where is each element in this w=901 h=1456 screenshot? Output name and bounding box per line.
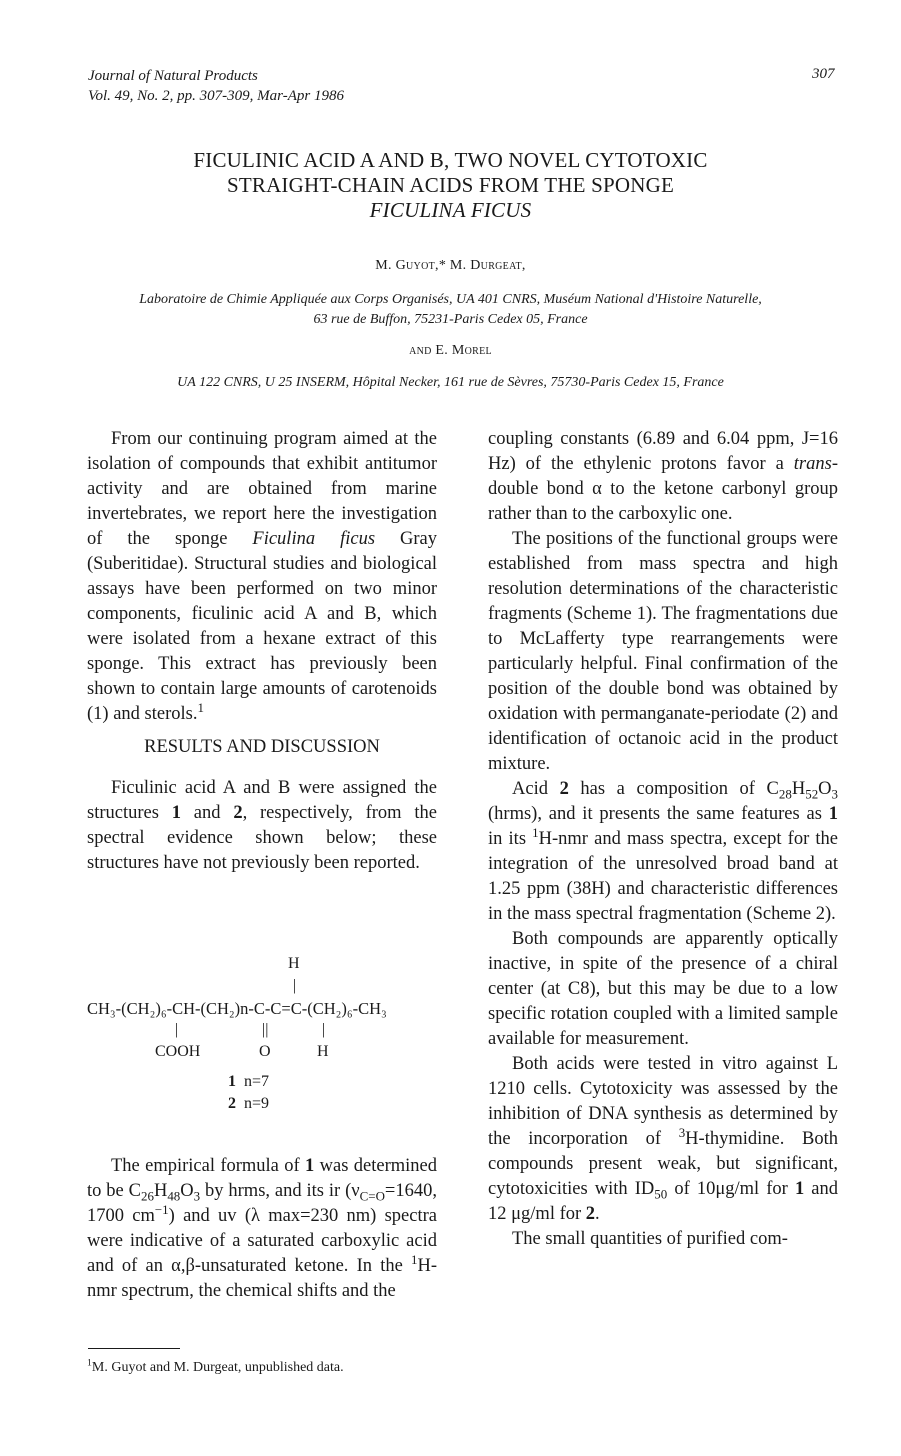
title-line-1: FICULINIC ACID A AND B, TWO NOVEL CYTOTOXIC xyxy=(193,148,708,172)
structure-bond-1: | xyxy=(175,1021,179,1038)
right-paragraph-3: Acid 2 has a composition of $C_{28}H_{52}O_3$ (hrms), and it presents the same features as 1 in its $^1$H-nmr and mass spectra, except for the integration of the unresolved broad band at 1.25 ppm (38H) and characteristic differences in the mass spectral fragmentation (Scheme 2). xyxy=(488,779,838,924)
page-number: 307 xyxy=(812,66,835,82)
left-column-results xyxy=(87,776,437,876)
right-paragraph-1: coupling constants (6.89 and 6.04 ppm, J=16 Hz) of the ethylenic protons favor a trans-double bond α to the ketone carbonyl group rather than to the carboxylic one. xyxy=(488,429,838,524)
affiliation-2: UA 122 CNRS, U 25 INSERM, Hôpital Necker, 161 rue de Sèvres, 75730-Paris Cedex 15, France xyxy=(177,375,724,390)
right-paragraph-6: The small quantities of purified com- xyxy=(512,1229,788,1249)
right-paragraph-4: Both compounds are apparently optically inactive, in spite of the presence of a chiral center (at C8), but this may be due to a low specific rotation coupled with a limited sample available for measurement. xyxy=(488,929,838,1049)
structure-h-bottom: H xyxy=(317,1043,329,1060)
structure-cooh: COOH xyxy=(155,1043,201,1060)
author-line-2: and E. Morel xyxy=(409,343,492,358)
species-name: Ficulina ficus xyxy=(252,529,376,549)
structure-main-chain: CH₃-(CH₂)₆-CH-(CH₂)n-C-C=C-(CH₂)₆-CH₃ xyxy=(87,999,387,1018)
journal-name: Journal of Natural Products xyxy=(88,68,258,84)
structure-bond-3: | xyxy=(322,1021,326,1038)
formula-paragraph: The empirical formula of 1 was determined to be $C_{26}H_{48}O_3$ by hrms, and its ir ($\nu_{C=O}=1640$, 1700 $cm^{-1}$) and uv (λ max=230 nm) spectra were indicative of a saturated carboxylic acid and of an α,β-unsaturated ketone. In the $^1$H-nmr spectrum, the chemical shifts and the xyxy=(87,1156,437,1301)
footnote-ref: 1 xyxy=(197,699,204,715)
structure-bar: | xyxy=(293,977,297,994)
structure-h-top: H xyxy=(288,955,300,972)
left-column-formula xyxy=(87,1154,437,1304)
affiliation-1 xyxy=(60,290,841,330)
title-line-2: STRAIGHT-CHAIN ACIDS FROM THE SPONGE xyxy=(226,173,675,197)
compound-label-2: 2 n=9 xyxy=(228,1095,270,1112)
affiliation-1-line-1: Laboratoire de Chimie Appliquée aux Corps Organisés, UA 401 CNRS, Muséum National d'Histoire Naturelle, xyxy=(139,292,762,307)
running-header xyxy=(88,66,344,106)
journal-volume: Vol. 49, No. 2, pp. 307-309, Mar-Apr 1986 xyxy=(88,88,344,104)
footnote: $^1$M. Guyot and M. Durgeat, unpublished data. xyxy=(87,1357,344,1375)
author-line: M. Guyot,* M. Durgeat, xyxy=(375,258,526,273)
intro-paragraph: From our continuing program aimed at the isolation of compounds that exhibit antitumor activity and are obtained from marine invertebrates, we report here the investigation of the sponge Ficulina ficus Gray (Suberitidae). Structural studies and biological assays have been performed on two minor components, ficulinic acid A and B, which were isolated from a hexane extract of this sponge. This extract has previously been shown to contain large amounts of carotenoids (1) and sterols.$^1$ xyxy=(87,429,438,724)
affiliation-1-line-2: 63 rue de Buffon, 75231-Paris Cedex 05, France xyxy=(313,312,588,327)
results-paragraph: Ficulinic acid A and B were assigned the structures 1 and 2, respectively, from the spectral evidence shown below; these structures have not previously been reported. xyxy=(87,778,437,873)
compound-label-1: 1 n=7 xyxy=(228,1073,270,1090)
footnote-divider xyxy=(88,1348,180,1349)
right-paragraph-5: Both acids were tested in vitro against L 1210 cells. Cytotoxicity was assessed by the inhibition of DNA synthesis as determined by the incorporation of $^3$H-thymidine. Both compounds present weak, but significant, cytotoxicities with $ID_{50}$ of 10μg/ml for 1 and 12 μg/ml for 2. xyxy=(488,1054,838,1224)
right-column xyxy=(488,427,838,1252)
right-paragraph-2: The positions of the functional groups were established from mass spectra and high resolution determinations of the characteristic fragments (Scheme 1). The fragmentations due to McLafferty type rearrangements were particularly helpful. Final confirmation of the position of the double bond was obtained by oxidation with permanganate-periodate (2) and identification of octanoic acid in the product mixture. xyxy=(488,529,838,774)
structure-o: O xyxy=(259,1043,271,1060)
left-column-intro xyxy=(87,427,437,727)
section-heading: RESULTS AND DISCUSSION xyxy=(144,737,380,757)
article-title xyxy=(90,148,811,223)
title-line-3: FICULINA FICUS xyxy=(369,198,532,222)
structure-bond-2: || xyxy=(262,1021,269,1038)
